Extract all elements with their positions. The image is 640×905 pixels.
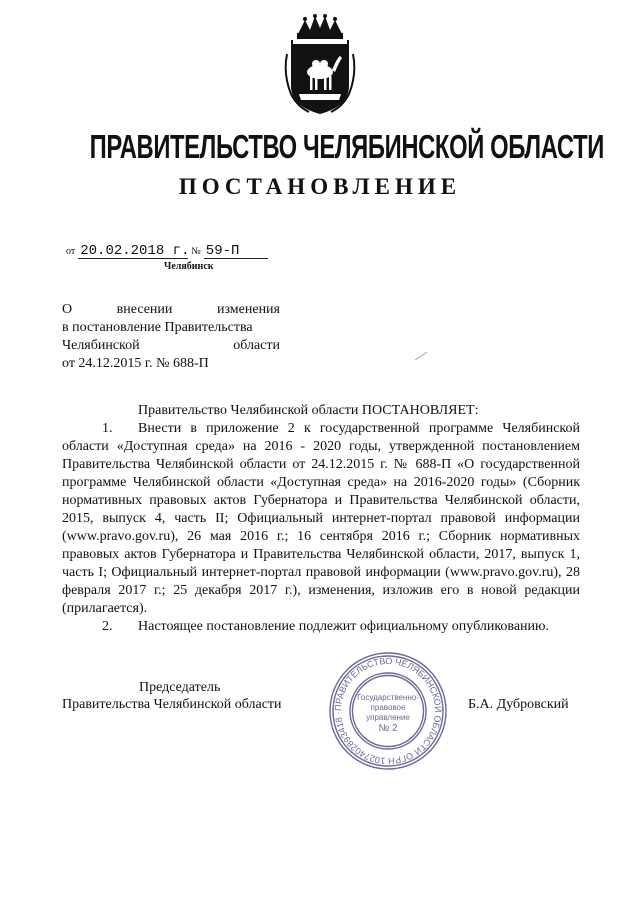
coat-of-arms-emblem — [283, 14, 357, 118]
item-number: 1. — [102, 421, 113, 436]
svg-text:управление: управление — [366, 713, 410, 722]
registration-line — [66, 243, 268, 259]
body-intro: Правительство Челябинской области ПОСТАНОВЛЯЕТ: — [138, 403, 479, 418]
document-type: ПОСТАНОВЛЕНИЕ — [178, 174, 462, 199]
body-item — [62, 420, 580, 618]
document-body — [62, 402, 580, 636]
date-label: от — [66, 246, 76, 257]
city-label: Челябинск — [164, 261, 214, 272]
svg-text:ПРАВИТЕЛЬСТВО ЧЕЛЯБИНСКОЙ ОБЛА: ПРАВИТЕЛЬСТВО ЧЕЛЯБИНСКОЙ ОБЛАСТИ ОГРН 1027402893418 · — [332, 655, 444, 767]
organization-title: ПРАВИТЕЛЬСТВО ЧЕЛЯБИНСКОЙ ОБЛАСТИ — [89, 128, 604, 165]
pen-mark — [414, 348, 428, 358]
signatory-position: Правительства Челябинской области — [62, 697, 282, 712]
subject-line: О внесении изменения — [62, 302, 280, 317]
official-stamp — [327, 650, 449, 772]
subject-line: в постановление Правительства — [62, 320, 253, 335]
number-label: № — [191, 246, 201, 257]
body-item — [62, 618, 580, 636]
subject-line: от 24.12.2015 г. № 688-П — [62, 356, 209, 371]
item-text: Внести в приложение 2 к государственной программе Челябинской области «Доступная среда» на 2016 - 2020 годы, утвержденной постановлением Правительства Челябинской области от 24.12.2015 г. № 688-П «О государственной программе Челябинской области «Доступная среда» на 2016-2020 годы» (Сборник нормативных правовых актов Губернатора и Правительства Челябинской области, 2015, выпуск 4, часть II; Официальный интернет-портал правовой информации (www.pravo.gov.ru), 26 мая 2016 г.; 16 сентября 2016 г.; Сборник нормативных правовых актов Губернатора и Правительства Челябинской области, 2017, выпуск 1, часть I; Официальный интернет-портал правовой информации (www.pravo.gov.ru), 28 февраля 2017 г.; 25 декабря 2017 г.), изменения, изложив его в новой редакции (прилагается). — [62, 421, 580, 616]
signatory-position: Председатель — [139, 680, 221, 695]
svg-text:Государственно-: Государственно- — [357, 693, 419, 702]
document-date: 20.02.2018 г. — [80, 243, 190, 259]
item-number: 2. — [102, 619, 113, 634]
svg-text:№ 2: № 2 — [378, 723, 398, 734]
signatory-name: Б.А. Дубровский — [468, 697, 569, 712]
item-text: Настоящее постановление подлежит официальному опубликованию. — [138, 619, 549, 634]
svg-text:правовое: правовое — [370, 703, 406, 712]
document-number: 59-П — [204, 244, 268, 259]
document-subject — [62, 301, 280, 373]
subject-line: Челябинской области — [62, 338, 280, 353]
